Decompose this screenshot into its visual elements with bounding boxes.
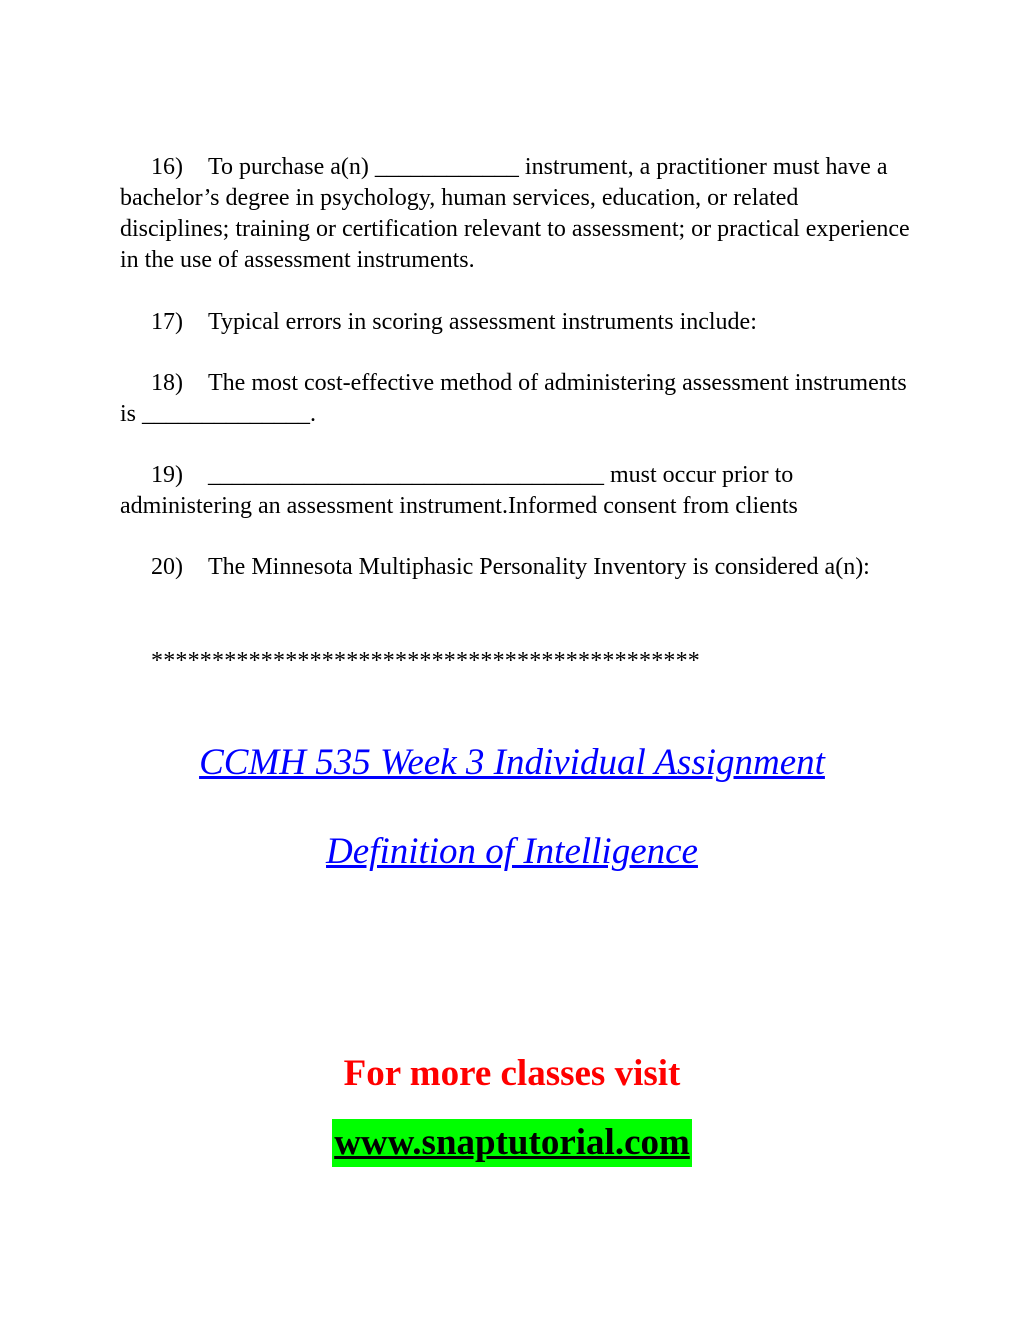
question-number: 17) [151,309,183,335]
question-number: 18) [151,370,183,396]
question-16 [120,152,910,276]
promo-url-line [0,1119,1024,1167]
question-18 [120,368,910,430]
topic-link[interactable]: Definition of Intelligence [326,831,698,872]
promo-url-link[interactable]: www.snaptutorial.com [332,1119,692,1167]
question-text: Typical errors in scoring assessment instruments include: [208,309,757,335]
assignment-title-link[interactable]: CCMH 535 Week 3 Individual Assignment [199,742,825,783]
question-text: _________________________________ must occur prior to administering an assessment instrument.Informed consent from clients [120,462,798,519]
promo-heading: For more classes visit [343,1053,681,1094]
question-17 [120,307,910,338]
separator-line: ********************************************* [151,648,700,674]
question-text: To purchase a(n) ____________ instrument, a practitioner must have a bachelor’s degree in psychology, human services, education, or related disciplines; training or certification relevant to assessment; or practical experience in the use of assessment instruments. [120,154,910,273]
question-20 [120,552,910,583]
question-number: 20) [151,554,183,580]
question-number: 16) [151,154,183,180]
question-text: The Minnesota Multiphasic Personality Inventory is considered a(n): [208,554,870,580]
question-19 [120,460,910,522]
question-text: The most cost-effective method of administering assessment instruments is ______________. [120,370,907,427]
question-number: 19) [151,462,183,488]
topic-link-line [0,830,1024,873]
assignment-link-line [0,741,1024,784]
